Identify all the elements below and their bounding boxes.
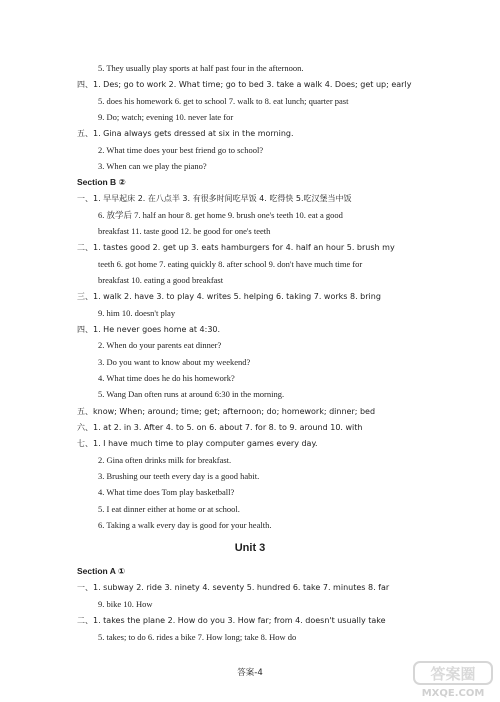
text-line: 2. When do your parents eat dinner? [98,340,222,350]
text-line: 5. Wang Dan often runs at around 6:30 in the morning. [98,389,285,399]
watermark-logo [410,660,496,700]
page-number: 答案-4 [237,668,263,678]
section-heading: Section B ② [77,177,126,187]
text-line: 六、1. at 2. in 3. After 4. to 5. on 6. about 7. for 8. to 9. around 10. with [77,423,363,432]
text-line: 9. him 10. doesn't play [98,308,176,318]
text-line: 四、1. He never goes home at 4:30. [77,325,221,334]
text-line: 4. What time does Tom play basketball? [98,487,235,497]
text-line: 2. What time does your best friend go to school? [98,145,264,155]
text-line: 3. When can we play the piano? [98,161,207,171]
text-line: 一、1. subway 2. ride 3. ninety 4. seventy 5. hundred 6. take 7. minutes 8. far [77,583,390,592]
unit-title: Unit 3 [234,542,266,554]
text-line: 二、1. tastes good 2. get up 3. eats hamburgers for 4. half an hour 5. brush my [77,243,395,252]
section-heading: Section A ① [77,566,126,576]
text-line: teeth 6. got home 7. eating quickly 8. after school 9. don't have much time for [98,259,363,269]
text-line: 四、1. Des; go to work 2. What time; go to bed 3. take a walk 4. Does; get up; early [77,80,412,89]
watermark-logo-text: 答案圈 [430,665,476,683]
text-line: 5. They usually play sports at half past four in the afternoon. [98,63,304,73]
text-line: 五、know; When; around; time; get; afternoon; do; homework; dinner; bed [77,407,376,416]
text-line: 七、1. I have much time to play computer games every day. [77,439,318,448]
text-line: 二、1. takes the plane 2. How do you 3. How far; from 4. doesn't usually take [77,616,386,625]
text-line: 5. does his homework 6. get to school 7. walk to 8. eat lunch; quarter past [98,96,349,106]
text-line: 五、1. Gina always gets dressed at six in the morning. [77,129,294,138]
text-line: 4. What time does he do his homework? [98,373,235,383]
watermark-url-text: MXQE.COM [421,688,485,699]
text-line: 6. Taking a walk every day is good for your health. [98,520,272,530]
text-line: 6. 放学后 7. half an hour 8. get home 9. brush one's teeth 10. eat a good [98,210,343,220]
text-line: 9. bike 10. How [98,599,153,609]
text-line: 5. I eat dinner either at home or at school. [98,504,240,514]
text-line: 5. takes; to do 6. rides a bike 7. How long; take 8. How do [98,632,297,642]
text-line: 3. Brushing our teeth every day is a good habit. [98,471,260,481]
text-line: 9. Do; watch; evening 10. never late for [98,112,234,122]
text-line: breakfast 10. eating a good breakfast [98,275,224,285]
text-line: breakfast 11. taste good 12. be good for one's teeth [98,226,271,236]
text-line: 三、1. walk 2. have 3. to play 4. writes 5. helping 6. taking 7. works 8. bring [77,292,381,301]
text-line: 一、1. 早早起床 2. 在八点半 3. 有很多时间吃早饭 4. 吃得快 5.吃汉堡当中饭 [77,194,352,203]
text-line: 3. Do you want to know about my weekend? [98,357,251,367]
text-line: 2. Gina often drinks milk for breakfast. [98,455,232,465]
